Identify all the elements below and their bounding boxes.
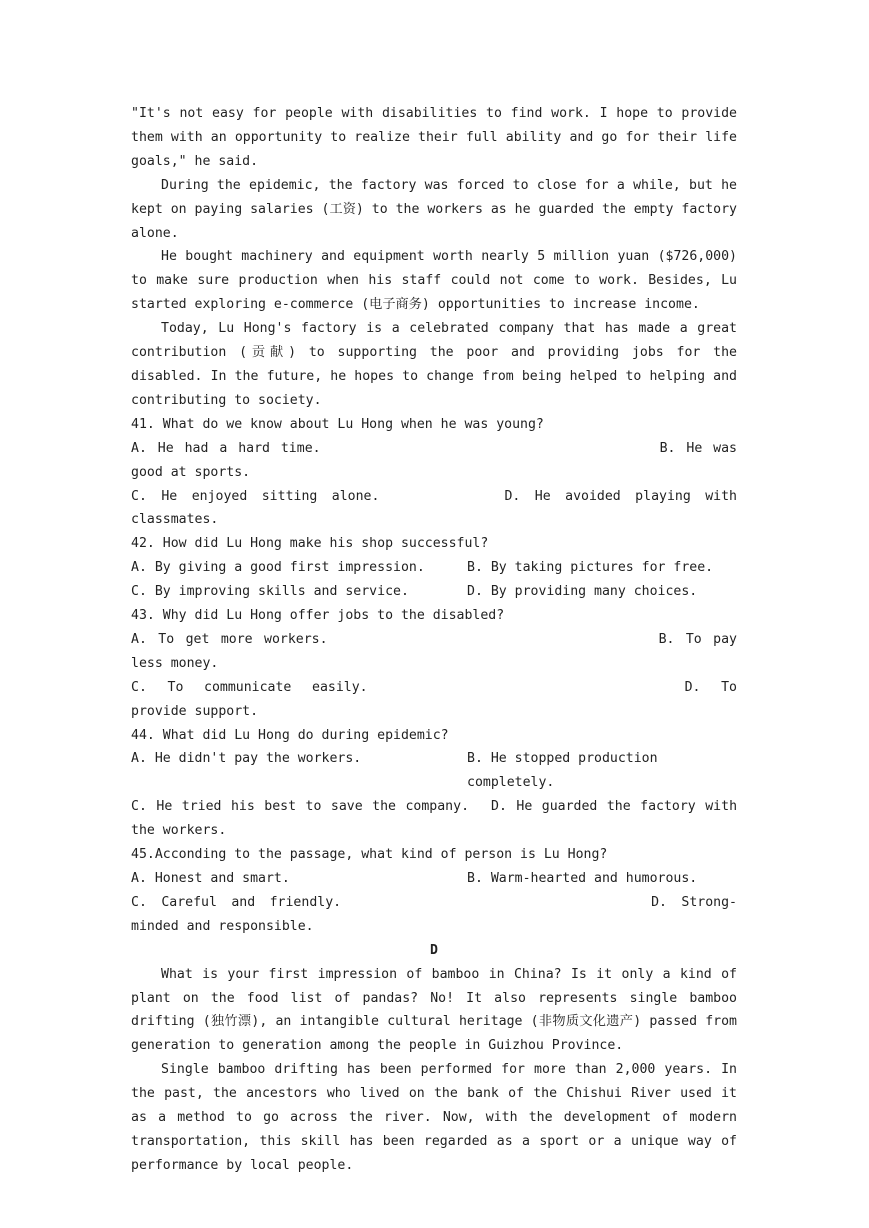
question-options-cd bbox=[131, 485, 737, 533]
question-options bbox=[131, 867, 737, 891]
question-stem: 44. What did Lu Hong do during epidemic? bbox=[131, 727, 449, 743]
option-d: D. He avoided playing with classmates. bbox=[131, 488, 737, 528]
option-a: A. To get more workers. bbox=[131, 631, 328, 647]
option-d: D. To provide support. bbox=[131, 679, 737, 719]
section-d-paragraph: What is your first impression of bamboo in China? Is it only a kind of plant on the food list of pandas? No! It also represents single bamboo drifting (独竹漂), an intangible cultural heritage (非物质文化遗产) passed from generation to generation among the people in Guizhou Province. bbox=[131, 966, 737, 1054]
option-a: A. By giving a good first impression. bbox=[131, 560, 425, 576]
question-options-cd bbox=[131, 795, 737, 843]
option-d: D. By providing many choices. bbox=[467, 584, 698, 600]
option-d: D. He guarded the factory with the workers. bbox=[131, 799, 738, 839]
option-b: B. Warm-hearted and humorous. bbox=[467, 871, 698, 886]
option-c: C. He tried his best to save the company. bbox=[131, 799, 470, 815]
option-b: B. He stopped production completely. bbox=[467, 751, 658, 791]
question-stem: 45.Acconding to the passage, what kind of person is Lu Hong? bbox=[131, 847, 608, 863]
option-b: B. By taking pictures for free. bbox=[467, 560, 714, 576]
question-43 bbox=[131, 604, 737, 724]
option-d: D. Strong-minded and responsible. bbox=[131, 894, 737, 934]
question-options bbox=[131, 747, 737, 795]
passage-c-paragraph: Today, Lu Hong's factory is a celebrated company that has made a great contribution (贡献) to supporting the poor and providing jobs for the disabled. In the future, he hopes to change from being helped to helping and contributing to society. bbox=[131, 321, 737, 408]
option-b: B. He was good at sports. bbox=[131, 440, 737, 480]
option-a: A. Honest and smart. bbox=[131, 871, 290, 886]
passage-c-paragraph: "It's not easy for people with disabilities to find work. I hope to provide them with an opportunity to realize their full ability and go for their life goals," he said. bbox=[131, 106, 737, 169]
question-options-ab bbox=[131, 437, 737, 485]
question-options bbox=[131, 556, 737, 604]
section-title: D bbox=[430, 942, 438, 958]
section-d-paragraph: Single bamboo drifting has been performed for more than 2,000 years. In the past, the ancestors who lived on the bank of the Chishui River used it as a method to go across the river. Now, with the development of modern transportation, this skill has been regarded as a sport or a unique way of performance by local people. bbox=[131, 1062, 737, 1173]
option-c: C. He enjoyed sitting alone. bbox=[131, 488, 380, 504]
question-45 bbox=[131, 843, 737, 939]
question-44 bbox=[131, 724, 737, 844]
question-stem: 43. Why did Lu Hong offer jobs to the disabled? bbox=[131, 608, 505, 624]
passage-c-paragraph: During the epidemic, the factory was forced to close for a while, but he kept on paying salaries (工资) to the workers as he guarded the empty factory alone. bbox=[131, 177, 737, 241]
document-page bbox=[131, 102, 737, 1178]
question-42 bbox=[131, 532, 737, 604]
option-c: C. Careful and friendly. bbox=[131, 894, 342, 910]
option-c: C. By improving skills and service. bbox=[131, 584, 409, 600]
passage-c-paragraph: He bought machinery and equipment worth nearly 5 million yuan ($726,000) to make sure production when his staff could not come to work. Besides, Lu started exploring e-commerce (电子商务) opportunities to increase income. bbox=[131, 249, 737, 313]
option-b: B. To pay less money. bbox=[131, 631, 737, 671]
question-options-ab bbox=[131, 628, 737, 676]
option-c: C. To communicate easily. bbox=[131, 679, 368, 695]
question-options-cd bbox=[131, 891, 737, 939]
option-a: A. He had a hard time. bbox=[131, 440, 321, 456]
question-options-cd bbox=[131, 676, 737, 724]
option-a: A. He didn't pay the workers. bbox=[131, 751, 362, 767]
question-stem: 41. What do we know about Lu Hong when he was young? bbox=[131, 416, 544, 432]
question-stem: 42. How did Lu Hong make his shop successful? bbox=[131, 536, 489, 552]
question-41 bbox=[131, 413, 737, 533]
